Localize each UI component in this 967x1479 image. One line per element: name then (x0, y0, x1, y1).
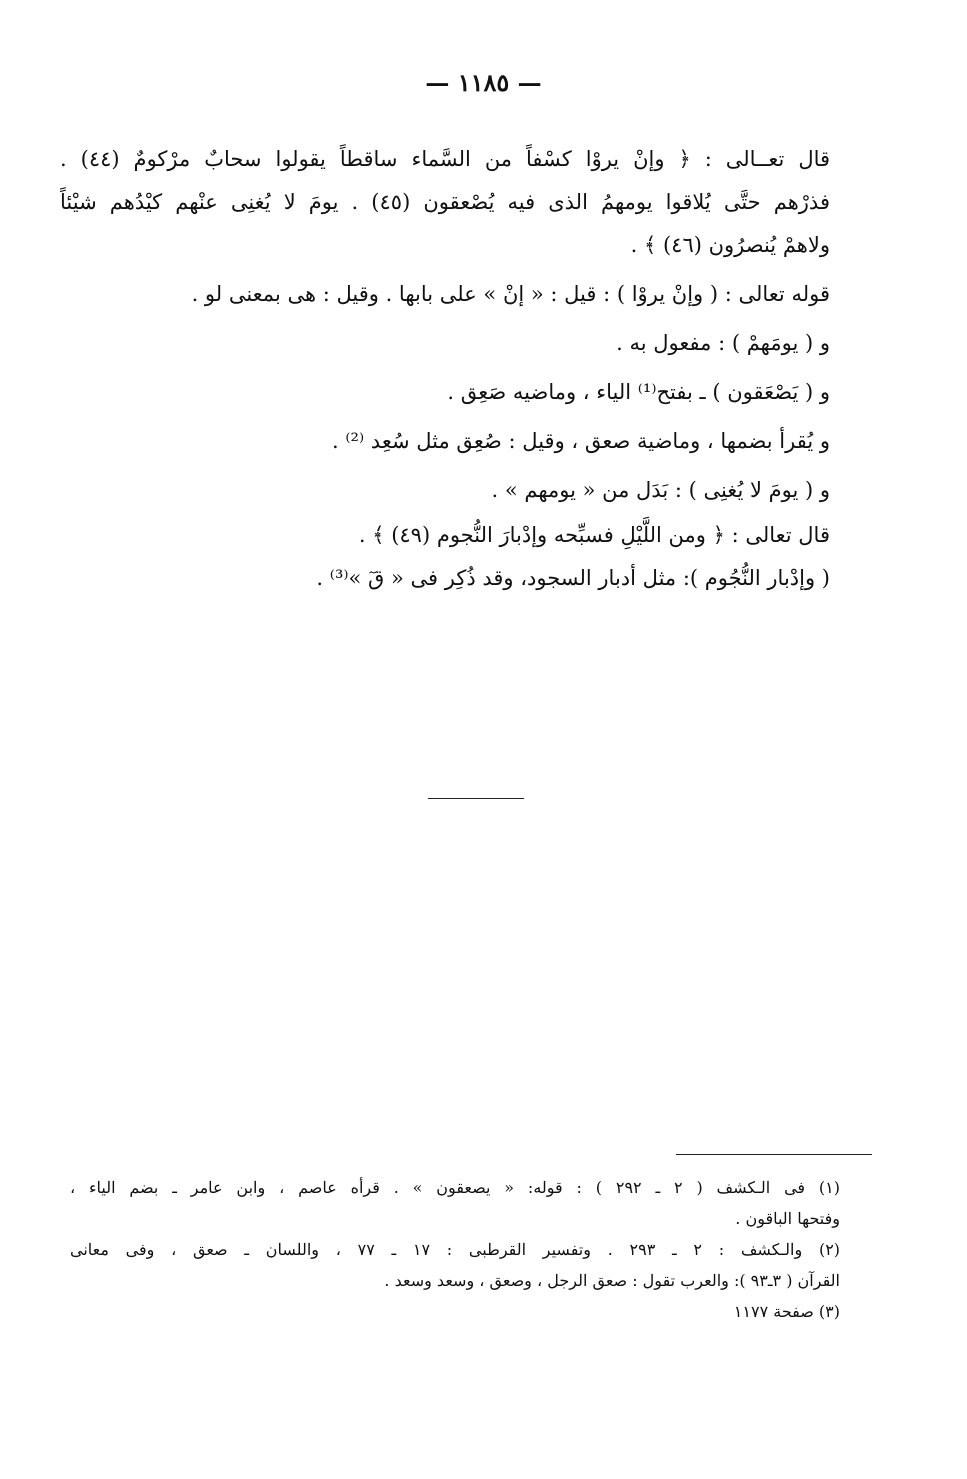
commentary-line: و ( يَصْعَقون ) ـ بفتح⁽¹⁾ الياء ، وماضيه صَعِق . (447, 380, 830, 404)
commentary-line: و ( يومَ لا يُغنِى ) : بَدَل من « يومهم » . (491, 478, 830, 502)
footnotes (70, 1172, 840, 1327)
footnote-line: (٢) والـكشف : ٢ ـ ٢٩٣ . وتفسير القرطبى : ١٧ ـ ٧٧ ، واللسان ـ صعق ، وفى معانى (70, 1240, 840, 1259)
footnote-line: القرآن ( ٣ـ٩٣ ): والعرب تقول : صعق الرجل ، وصعق ، وسعد وسعد . (384, 1271, 840, 1290)
footnote-line: (١) فى الـكشف ( ٢ ـ ٢٩٢ ) : قوله: « يصعقون » . قرأه عاصم ، وابن عامر ـ بضم الياء ، (70, 1178, 840, 1197)
footnote-rule (676, 1154, 872, 1155)
section-divider (428, 798, 524, 799)
verse-block (60, 138, 830, 267)
commentary-block (60, 273, 830, 600)
commentary-line: قوله تعالى : ( وإنْ يروْا ) : قيل : « إنْ » على بابها . وقيل : هى بمعنى لو . (191, 282, 830, 306)
main-text (60, 138, 830, 600)
commentary-line: قال تعالى : ﴿ ومن اللَّيْلِ فسبِّحه وإدْبارَ النُّجوم (٤٩) ﴾ . (358, 523, 830, 547)
footnote-line: وفتحها الباقون . (735, 1209, 840, 1228)
page-number: — ١١٨٥ — (425, 68, 542, 97)
commentary-line: و ( يومَهمْ ) : مفعول به . (616, 331, 830, 355)
commentary-line: و يُقرأ بضمها ، وماضية صعق ، وقيل : صُعِق مثل سُعِد ⁽²⁾ . (332, 429, 830, 453)
verse-line: فذرْهم حتَّى يُلاقوا يومهمُ الذى فيه يُصْعقون (٤٥) . يومَ لا يُغنِى عنْهم كيْدُهم شيْئاً (60, 190, 830, 214)
verse-line: ولاهمْ يُنصرُون (٤٦) ﴾ . (630, 233, 830, 257)
verse-line: قال تعــالى : ﴿ وإنْ يروْا كسْفاً من السَّماء ساقطاً يقولوا سحابٌ مرْكومٌ (٤٤) . (60, 147, 830, 171)
footnote-line: (٣) صفحة ١١٧٧ (733, 1302, 840, 1321)
commentary-line: ( وإدْبار النُّجُوم ): مثل أدبار السجود، وقد ذُكِر فى « قٓ »⁽³⁾ . (316, 566, 830, 590)
